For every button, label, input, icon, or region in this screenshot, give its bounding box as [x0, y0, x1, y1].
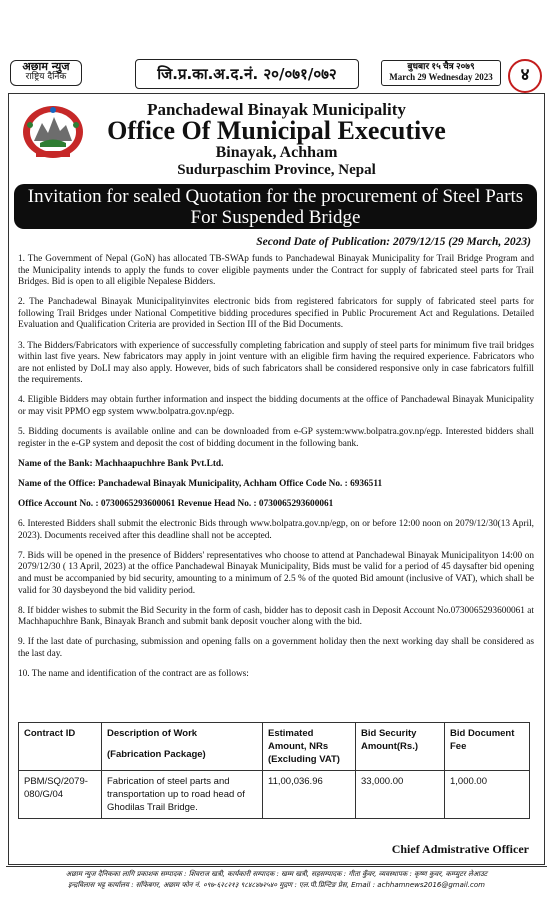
paragraph-1: 1. The Government of Nepal (GoN) has allocated TB-SWAp funds to Panchadewal Binayak Municipality for Trail Bridge Program and the Municipality intends to apply the funds to cover eligible payments under the Contract for supply of fabricated steel parts for Trail Bridges. Bid is open to all eligible Nepalese Bidders. — [18, 254, 534, 288]
paragraph-6: 6. Interested Bidders shall submit the electronic Bids through www.bolpatra.gov.np/egp, on or before 12:00 noon on 2079/12/30(13 April, 2023). Documents received after this deadline shall not be accepted. — [18, 519, 534, 541]
signatory-title: Chief Admistrative Officer — [391, 842, 529, 856]
contract-table — [18, 722, 530, 819]
paragraph-2: 2. The Panchadewal Binayak Municipalityinvites electronic bids from registered fabricators for supply of fabricated steel parts for following Trail Bridges under National Competitive bidding procedures specified in Public Procurement Act and Regulations. Detailed Evaluation and Qualification Criteria are provided in Section III of the Bid Documents. — [18, 297, 534, 331]
newspaper-footer — [6, 866, 547, 891]
table-row — [19, 771, 530, 819]
paragraph-10: 10. The name and identification of the contract are as follows: — [18, 669, 249, 680]
municipality-name: Panchadewal Binayak Municipality — [147, 100, 406, 119]
paragraph-7: 7. Bids will be opened in the presence of Bidders' representatives who choose to attend at Panchadewal Binayak Municipalityon 14:00 on 2079/12/30 ( 13 April, 2023) at the office Panchadewal Binayak Municipality, Bids must be valid for a period of 45 daysafter bid opening and must be accompanied by bid security, amounting to a minimum of 2.5 % of the quoted Bid amount (inclusive of VAT), which shall be valid for 30 daysbeyond the bid validity period. — [18, 550, 534, 596]
header-bid-security: Bid Security Amount(Rs.) — [356, 723, 445, 771]
registration-code: जि.प्र.का.अ.द.नं. २०/०७१/०७२ — [135, 59, 359, 89]
header-estimated-amount: Estimated Amount, NRs (Excluding VAT) — [263, 723, 356, 771]
publication-date: Second Date of Publication: 2079/12/15 (29 March, 2023) — [256, 236, 531, 248]
office-name-code: Name of the Office: Panchadewal Binayak Municipality, Achham Office Code No. : 6936511 — [18, 478, 383, 489]
office-title: Office Of Municipal Executive — [107, 116, 446, 145]
paragraph-9: 9. If the last date of purchasing, submission and opening falls on a government holiday then the next working day shall be considered as the last day. — [18, 637, 534, 659]
header-contract-id: Contract ID — [19, 723, 102, 771]
header-description — [102, 723, 263, 771]
paragraph-3: 3. The Bidders/Fabricators with experience of successfully completing fabrication and supply of steel parts for minimum five trail bridges within last five years. New fabricators may apply in joint venture with an eligible firm having the required experience. Fabricators who are not enlisted by DoLI may also apply. However, bids of such fabricators shall be considered responsive only in case fabricators fulfill the requirements. — [18, 340, 534, 386]
table-header-row — [19, 723, 530, 771]
issue-date — [381, 60, 501, 86]
footer-line-1: अछाम न्युज दैनिकका लागि प्रकाशक सम्पादक : शिवराज खत्री, कार्यकारी सम्पादक : खम्म खत्री, सहसम्पादक : गीता कुँवर, व्यवस्थापक : कृष्ण कुवर, कम्प्युटर लेआउट — [65, 870, 488, 878]
newspaper-logo — [10, 60, 82, 86]
notice-title-line1: Invitation for sealed Quotation for the procurement of Steel Parts — [27, 186, 524, 207]
header-bid-fee: Bid Document Fee — [445, 723, 530, 771]
notice-body — [18, 254, 534, 689]
cell-amount: 11,00,036.96 — [263, 771, 356, 819]
cell-fee: 1,000.00 — [445, 771, 530, 819]
notice-title-line2: For Suspended Bridge — [190, 207, 361, 228]
header-description-main: Description of Work — [107, 728, 198, 739]
paper-sub: राष्ट्रिय दैनिक — [25, 72, 67, 82]
paper-name: अछाम न्युज — [22, 60, 70, 73]
date-english: March 29 Wednesday 2023 — [389, 72, 493, 82]
paragraph-4: 4. Eligible Bidders may obtain further information and inspect the bidding documents at the office of Panchadewal Binayak Municipality or may visit PPMO egp system www.bolpatra.gov.np/egp. — [18, 395, 534, 418]
account-number: Office Account No. : 0730065293600061 Revenue Head No. : 0730065293600061 — [18, 499, 334, 509]
paragraph-5: 5. Bidding documents is available online and can be downloaded from e-GP system:www.bolpatra.gov.np/egp. Interested bidders shall register in the e-GP system and deposit the cost of bidding document in the following bank. — [18, 427, 534, 449]
office-location: Binayak, Achham — [215, 144, 338, 161]
cell-description: Fabrication of steel parts and transportation up to road head of Ghodilas Trail Bridge. — [102, 771, 263, 819]
header-description-sub: (Fabrication Package) — [107, 749, 206, 760]
footer-line-2: इन्द्रविलास भट्ट कार्यालय : साँफेबगर, अछाम फोन नं. ०९७-६२८२१३ ९८४८४७२५४० मुद्रण : एल.पी.प्रिन्टिङ प्रेस, Email : achhamnews2016@gmail.com — [68, 881, 485, 889]
page-number: ४ — [508, 59, 542, 93]
paragraph-8: 8. If bidder wishes to submit the Bid Security in the form of cash, bidder has to deposit cash in Deposit Account No.0730065293600061 at Machhapuchhre Bank, Binayak Branch and submit bank deposit voucher along with the bid. — [18, 605, 534, 628]
notice-title-banner — [14, 184, 537, 229]
province: Sudurpaschim Province, Nepal — [177, 162, 376, 178]
cell-contract-id: PBM/SQ/2079-080/G/04 — [19, 771, 102, 819]
cell-security: 33,000.00 — [356, 771, 445, 819]
bank-name: Name of the Bank: Machhaapuchhre Bank Pvt.Ltd. — [18, 458, 224, 469]
date-nepali: बुधबार १५ चैत्र २०७९ — [407, 61, 475, 71]
